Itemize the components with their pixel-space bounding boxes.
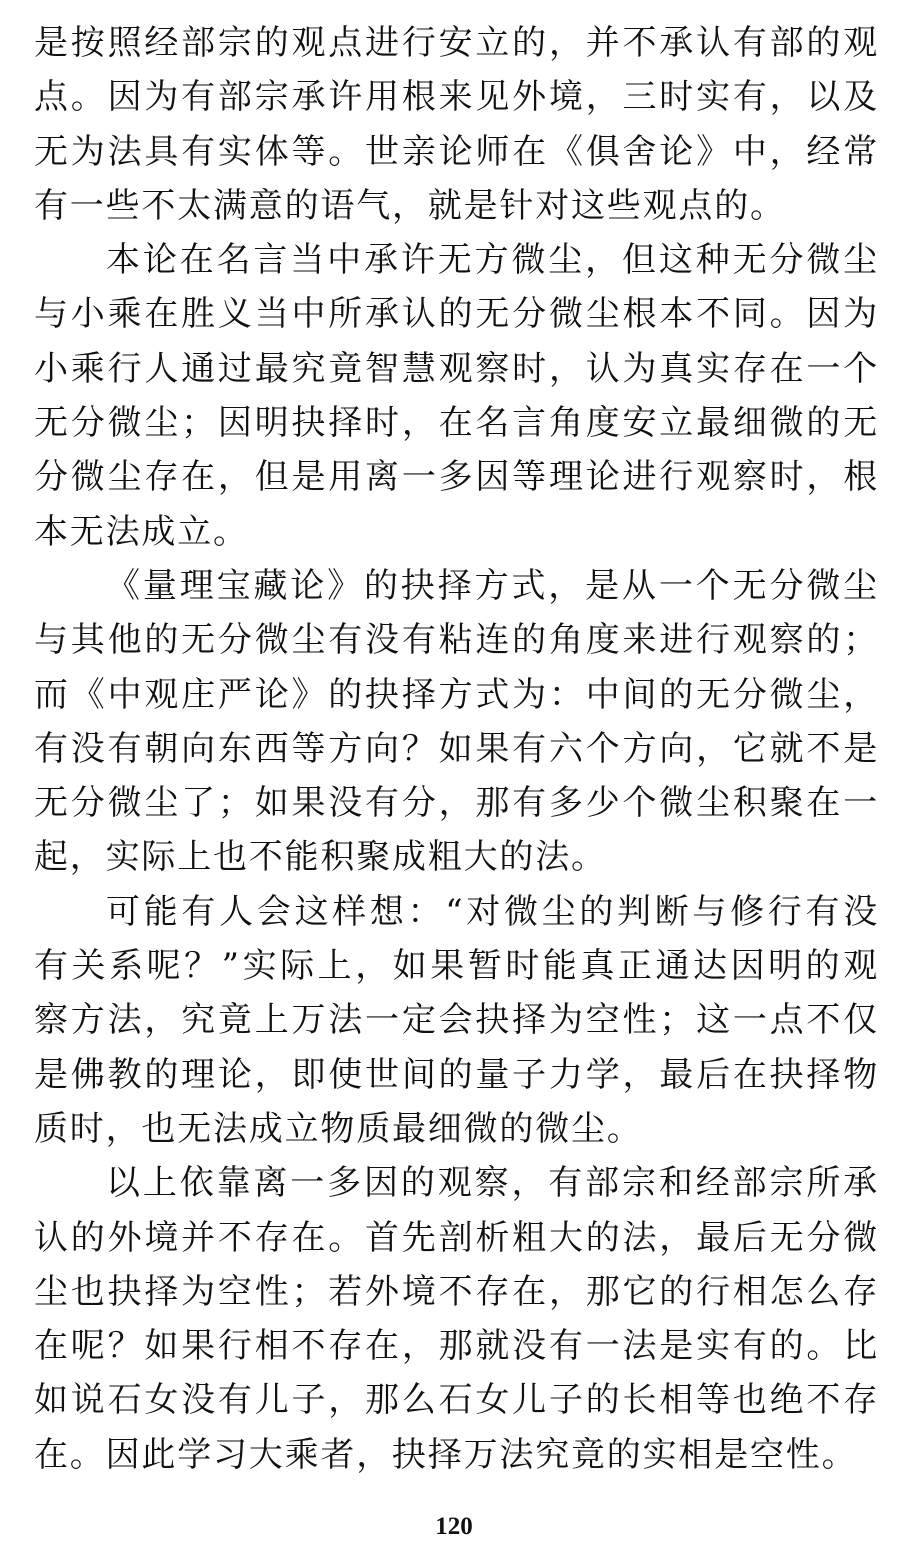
text-line: 有没有朝向东西等方向？如果有六个方向，它就不是	[34, 728, 879, 769]
text-line: 有一些不太满意的语气，就是针对这些观点的。	[34, 185, 786, 226]
text-line: 质时，也无法成立物质最细微的微尘。	[34, 1108, 643, 1149]
text-line: 《量理宝藏论》的抉择方式，是从一个无分微尘	[106, 565, 879, 606]
text-line: 与其他的无分微尘有没有粘连的角度来进行观察的；	[34, 620, 879, 661]
text-line: 无分微尘了；如果没有分，那有多少个微尘积聚在一	[34, 783, 879, 824]
page-number: 120	[435, 1513, 473, 1540]
text-line: 与小乘在胜义当中所承认的无分微尘根本不同。因为	[34, 294, 879, 335]
text-line: 在呢？如果行相不存在，那就没有一法是实有的。比	[34, 1326, 879, 1367]
text-line: 点。因为有部宗承许用根来见外境，三时实有，以及	[34, 77, 879, 118]
text-line: 认的外境并不存在。首先剖析粗大的法，最后无分微	[34, 1217, 879, 1258]
text-line: 无分微尘；因明抉择时，在名言角度安立最细微的无	[34, 403, 879, 444]
text-line: 察方法，究竟上万法一定会抉择为空性；这一点不仅	[34, 1000, 879, 1041]
text-line: 如说石女没有儿子，那么石女儿子的长相等也绝不存	[34, 1380, 879, 1421]
text-line: 在。因此学习大乘者，抉择万法究竟的实相是空性。	[34, 1434, 858, 1475]
text-line: 是按照经部宗的观点进行安立的，并不承认有部的观	[34, 23, 879, 63]
text-line: 本无法成立。	[34, 511, 249, 552]
text-line: 小乘行人通过最究竟智慧观察时，认为真实存在一个	[34, 348, 879, 389]
text-line: 而《中观庄严论》的抉择方式为：中间的无分微尘，	[34, 674, 879, 715]
text-line: 是佛教的理论，即使世间的量子力学，最后在抉择物	[34, 1054, 879, 1095]
text-line: 有关系呢？”实际上，如果暂时能真正通达因明的观	[34, 946, 879, 987]
text-line: 起，实际上也不能积聚成粗大的法。	[34, 837, 607, 878]
text-line: 本论在名言当中承许无方微尘，但这种无分微尘	[106, 240, 879, 281]
text-line: 以上依靠离一多因的观察，有部宗和经部宗所承	[106, 1163, 879, 1204]
text-line: 无为法具有实体等。世亲论师在《俱舍论》中，经常	[34, 131, 879, 172]
text-line: 可能有人会这样想：“对微尘的判断与修行有没	[106, 891, 879, 932]
text-line: 尘也抉择为空性；若外境不存在，那它的行相怎么存	[34, 1271, 879, 1312]
text-line: 分微尘存在，但是用离一多因等理论进行观察时，根	[34, 457, 879, 498]
body-text	[34, 16, 879, 1482]
